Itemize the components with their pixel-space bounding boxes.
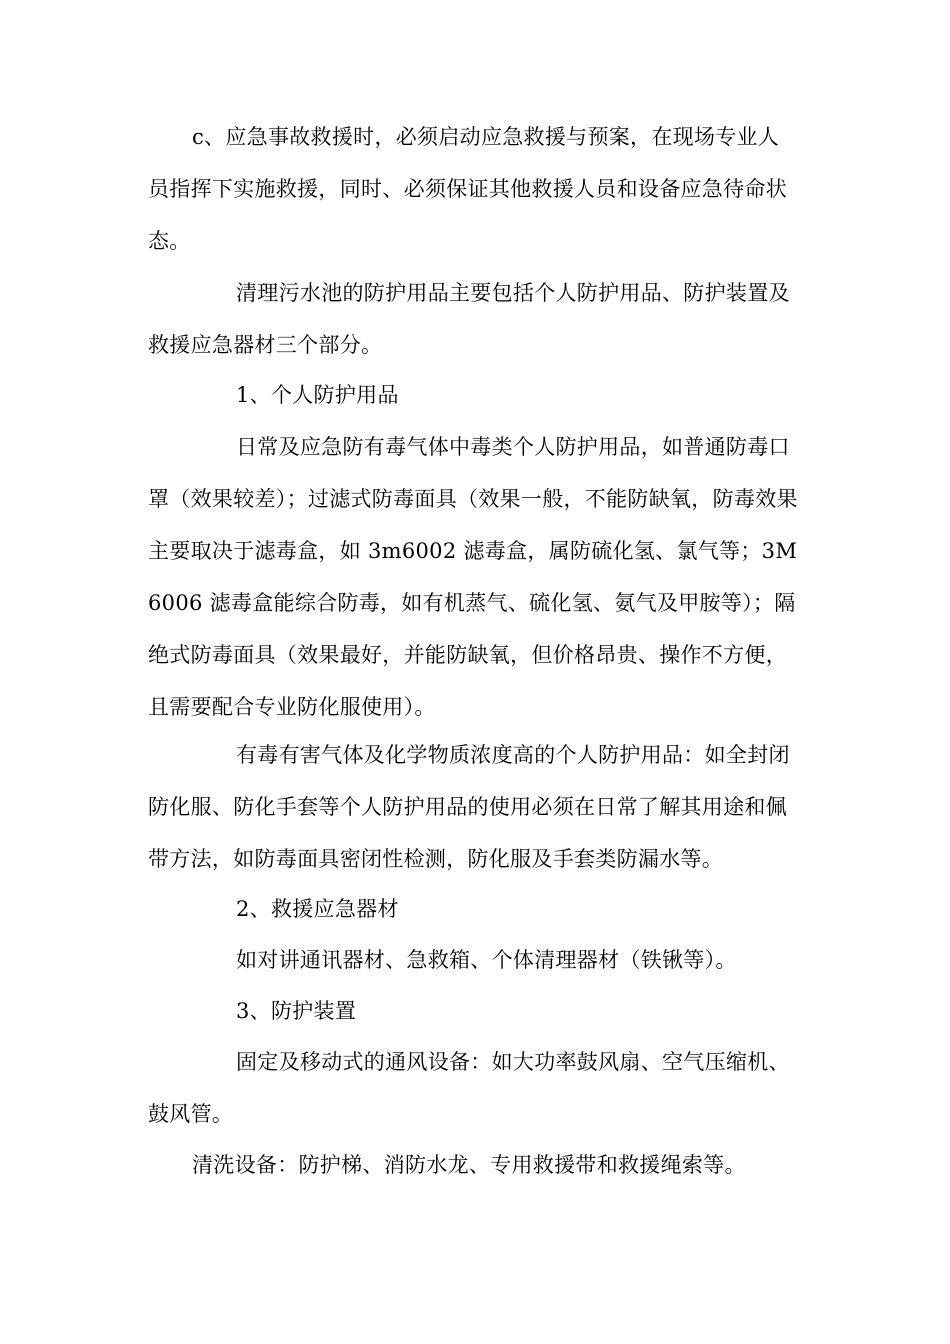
paragraph-rescue-equipment: 如对讲通讯器材、急救箱、个体清理器材（铁锹等）。 — [236, 948, 737, 972]
paragraph-gas-protection: 日常及应急防有毒气体中毒类个人防护用品，如普通防毒口罩（效果较差）；过滤式防毒面具（效果一般，不能防缺氧，防毒效果主要取决于滤毒盒，如 3m6002 滤毒盒，属防硫化氢、氯气等；3M6006 滤毒盒能综合防毒，如有机蒸气、硫化氢、氨气及甲胺等）；隔绝式防毒面具（效果最好，并能防缺氧，但价格昂贵、操作不方便，且需要配合专业防化服使用）。 — [148, 435, 798, 719]
heading-rescue-equipment: 2、救援应急器材 — [236, 897, 399, 921]
paragraph-protective-equipment-intro: 清理污水池的防护用品主要包括个人防护用品、防护装置及救援应急器材三个部分。 — [148, 281, 790, 357]
heading-personal-protective-equipment: 1、个人防护用品 — [236, 383, 399, 407]
heading-protective-devices: 3、防护装置 — [236, 999, 357, 1023]
paragraph-high-concentration-protection: 有毒有害气体及化学物质浓度高的个人防护用品：如全封闭防化服、防化手套等个人防护用品的使用必须在日常了解其用途和佩带方法，如防毒面具密闭性检测，防化服及手套类防漏水等。 — [148, 743, 790, 871]
paragraph-emergency-rescue: c、应急事故救援时，必须启动应急救援与预案，在现场专业人员指挥下实施救援，同时、必须保证其他救援人员和设备应急待命状态。 — [148, 125, 787, 253]
paragraph-cleaning-equipment: 清洗设备：防护梯、消防水龙、专用救援带和救援绳索等。 — [192, 1153, 746, 1177]
paragraph-ventilation-equipment: 固定及移动式的通风设备：如大功率鼓风扇、空气压缩机、鼓风管。 — [148, 1050, 790, 1126]
